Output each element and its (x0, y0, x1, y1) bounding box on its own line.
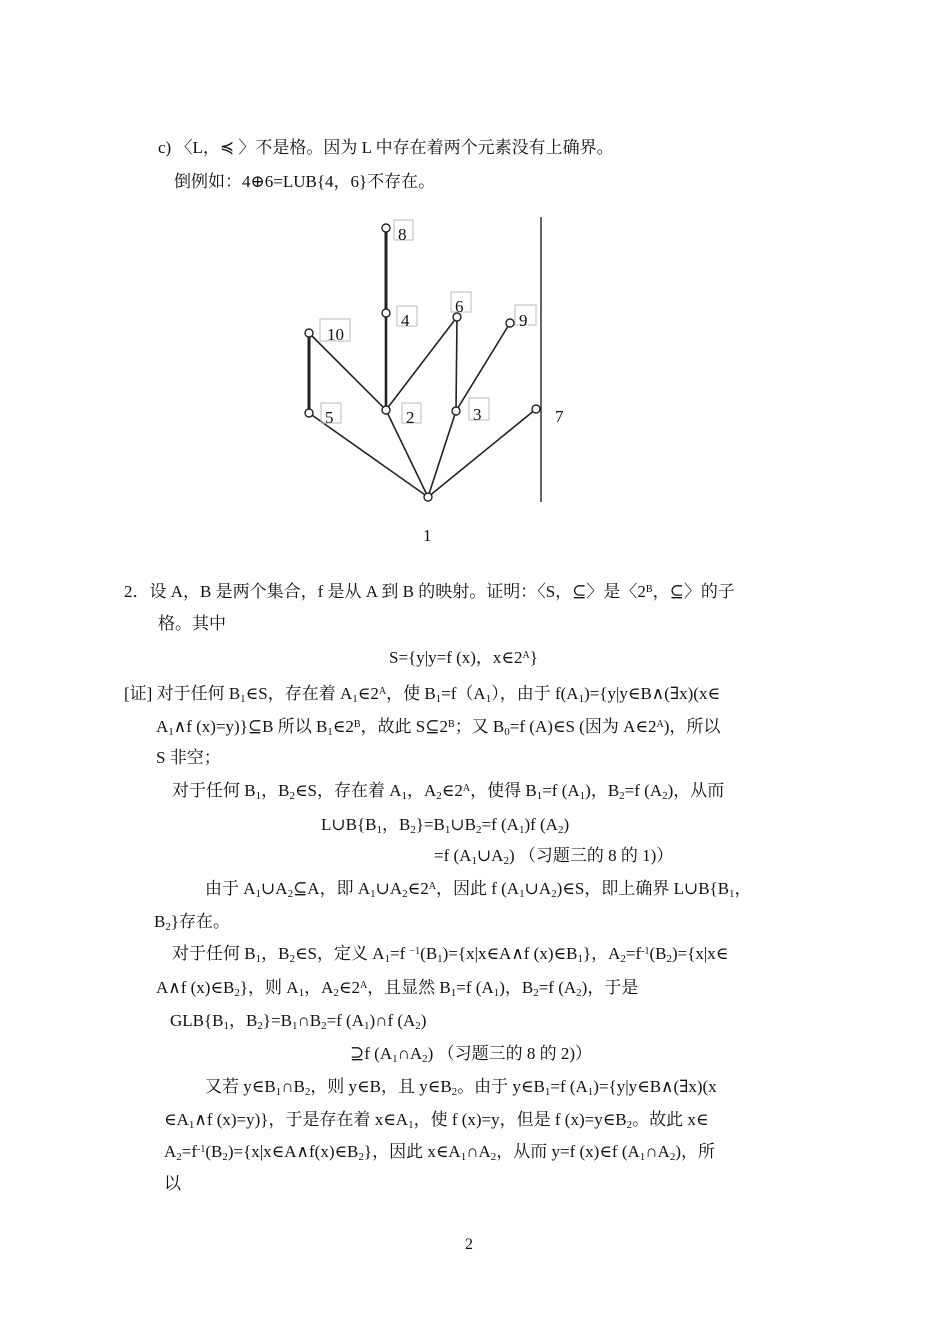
proof-line13: 又若 $y\in B_1\cap B_2$，则 y∈B，且 $y\in B_2$。由于 $y\in B_1=f$ $(A_1)=\{y|y\in B\wedge(\exists x)(x$ (205, 1077, 717, 1098)
part-c-line2: 倒例如：4⊕6=LUB{4，6}不存在。 (174, 172, 436, 191)
proof-line4: 对于任何 $B_1$，$B_2\in S$，存在着 $A_1$，$A_2\in 2^A$，使得 $B_1=f$ $(A_1)$，$B_2=f$ $(A_2)$，从而 (172, 781, 725, 802)
node-label-3: 3 (473, 405, 482, 424)
node-10 (305, 329, 313, 337)
node-1 (424, 493, 432, 501)
node-label-2: 2 (406, 408, 415, 427)
node-label-8: 8 (398, 225, 407, 244)
edge-7-1 (428, 409, 536, 497)
edge-3-1 (428, 411, 456, 497)
proof-line10: A∧f $(x)\in B_2$}，则 $A_1$，$A_2\in 2^A$，且显然 $B_1=f$ $(A_1)$，$B_2=f$ $(A_2)$，于是 (156, 978, 639, 999)
node-label-4: 4 (401, 311, 410, 330)
edge-6-3 (456, 317, 457, 411)
page-number: 2 (465, 1236, 473, 1253)
proof-line3: S 非空； (156, 748, 221, 767)
proof-line14: $\in A_1\wedge f$ (x)=y)}，于是存在着 $x\in A_1$，使 f (x)=y，但是 f $(x)=y\in B_2$。故此 x∈ (164, 1110, 709, 1131)
problem2-statement-line2: 格。其中 (158, 614, 226, 633)
proof-line8: $B_2$}存在。 (154, 912, 231, 933)
proof-line7: 由于 $A_1\cup A_2⊆A$，即 $A_1\cup A_2\in 2^A$，因此 f $(A_1\cup A_2)\in S$，即上确界 $L\cup B\{B_1$， (205, 879, 752, 900)
node-label-1: 1 (423, 526, 432, 545)
set-definition: S={y|y=f (x)，$x\in 2^A$} (389, 648, 538, 667)
node-label-5: 5 (325, 408, 334, 427)
proof-line15: $A_2=f^{-1}(B_2)=\{x|x\in A\wedge f(x)\in B_2\}$，因此 $x\in A_1\cap A_2$，从而 y=f (x)∈f $(A_1\cap A_2)$，所 (164, 1142, 715, 1163)
proof-line5: $L\cup B\{B_1$，$B_2\}=B_1\cup B_2=f$ $(A_1)f$ $(A_2)$ (321, 815, 570, 836)
proof-line12: ⊇f $(A_1\cap A_2)$ （习题三的 8 的 2)） (350, 1044, 592, 1065)
node-3 (452, 407, 460, 415)
proof-line1: [证] 对于任何 $B_1\in S$，存在着 $A_1\in 2^A$，使 $B_1=f(A_1)$，由于 $f(A_1)=\{y|y\in B\wedge(\exists x)(x\in$ (124, 684, 721, 705)
node-label-10: 10 (327, 325, 344, 344)
node-5 (305, 409, 313, 417)
proof-line6: =f $(A_1\cup A_2)$ （习题三的 8 的 1)） (434, 846, 674, 867)
node-label-7: 7 (555, 407, 564, 426)
node-label-6: 6 (455, 297, 464, 316)
proof-line11: $GLB\{B_1$，$B_2\}=B_1\cap B_2=f$ $(A_1)\cap f$ $(A_2)$ (170, 1011, 427, 1032)
node-label-9: 9 (519, 311, 528, 330)
node-9 (506, 319, 514, 327)
proof-line9: 对于任何 $B_1$，$B_2\in S$，定义 $A_1=f$ $^{-1}(B_1)=\{x|x\in A\wedge f$ $(x)\in B_1$}，$A_2=f^{-1}(B_2)=\{x|x\in$ (172, 944, 729, 965)
node-7 (532, 405, 540, 413)
node-8 (382, 224, 390, 232)
node-4 (382, 309, 390, 317)
edge-6-2 (386, 317, 457, 410)
proof-line2: $A_1\wedge f$ (x)=y)}⊆B 所以 $B_1\in 2^B$，故此 $S⊆2^B$；又 $B_0=f$ (A)∈S (因为 $A\in 2^A$)，所以 (156, 717, 721, 738)
proof-line16: 以 (164, 1174, 181, 1193)
problem2-statement-line1: 2．设 A，B 是两个集合，f 是从 A 到 B 的映射。证明：〈S，⊆〉是〈$2^B$，⊆〉的子 (124, 582, 735, 601)
node-2 (382, 406, 390, 414)
part-c-line1: c) 〈L，≼ 〉不是格。因为 L 中存在着两个元素没有上确界。 (158, 138, 614, 157)
hasse-diagram (290, 210, 590, 555)
edge-10-2 (309, 333, 386, 410)
